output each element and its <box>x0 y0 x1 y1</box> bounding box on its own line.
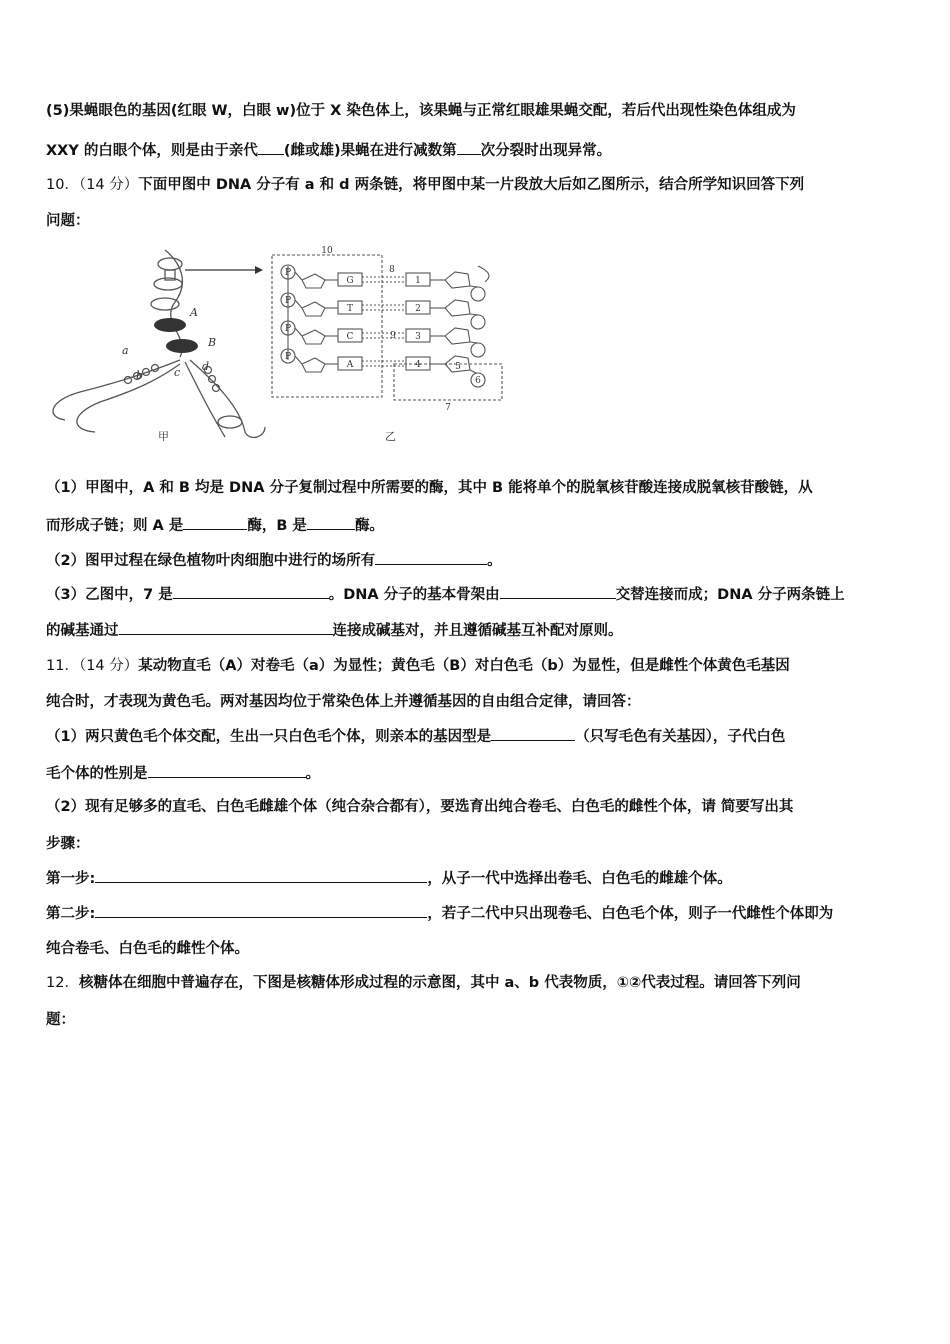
q11-step1: 第一步: ，从子一代中选择出卷毛、白色毛的雌雄个体。 <box>46 868 732 889</box>
figure-yi <box>272 255 502 400</box>
label-a: a <box>122 344 129 357</box>
q11-p2-line1: （2）现有足够多的直毛、白色毛雌雄个体（纯合杂合都有），要选育出纯合卷毛、白色毛的雌性个体，请 简要写出其 <box>46 799 794 815</box>
q10-p1-line2: 而形成子链；则 A 是 酶，B 是 酶。 <box>46 515 384 536</box>
phosphate-label: P <box>284 352 292 362</box>
answer-blank[interactable] <box>491 726 575 741</box>
base-label: T <box>346 304 354 314</box>
answer-blank[interactable] <box>307 515 355 530</box>
enzyme-B <box>166 339 198 353</box>
answer-blank[interactable] <box>95 868 427 883</box>
label-6: 6 <box>475 376 481 386</box>
answer-blank[interactable] <box>173 584 329 599</box>
q12-stem-line1: 12．核糖体在细胞中普遍存在，下图是核糖体形成过程的示意图，其中 a、b 代表物质，①②代表过程。请回答下列问 <box>46 975 801 991</box>
base-label: G <box>346 276 354 286</box>
label-8: 8 <box>389 265 395 275</box>
q10-p1-line1: （1）甲图中，A 和 B 均是 DNA 分子复制过程中所需要的酶，其中 B 能将单个的脱氧核苷酸连接成脱氧核苷酸链，从 <box>46 480 813 496</box>
question-number: 11．（14 分） <box>46 658 139 674</box>
label-A: A <box>190 306 198 319</box>
answer-blank[interactable] <box>183 515 247 530</box>
label-jia: 甲 <box>158 430 169 443</box>
q9-line1: (5)果蝇眼色的基因(红眼 W，白眼 w)位于 X 染色体上，该果蝇与正常红眼雄果蝇交配，若后代出现性染色体组成为 <box>46 103 796 119</box>
q11-p2-line2: 步骤： <box>46 836 90 852</box>
q11-step2: 第二步: ，若子二代中只出现卷毛、白色毛个体，则子一代雌性个体即为 <box>46 903 833 924</box>
label-c: c <box>174 366 181 379</box>
base-label: 3 <box>415 332 421 342</box>
q11-p1-line2: 毛个体的性别是 。 <box>46 763 320 784</box>
base-label: A <box>346 360 354 370</box>
question-number: 12． <box>46 975 79 991</box>
base-label: C <box>346 332 354 342</box>
answer-blank[interactable] <box>375 550 487 565</box>
answer-blank[interactable] <box>95 903 427 918</box>
q11-p1-line1: （1）两只黄色毛个体交配，生出一只白色毛个体，则亲本的基因型是 （只写毛色有关基因），子代白色 <box>46 726 785 747</box>
figure-jia <box>53 250 265 437</box>
label-7: 7 <box>445 403 451 413</box>
q12-stem-line2: 题： <box>46 1012 75 1028</box>
base-label: 1 <box>415 276 421 286</box>
phosphate-label: P <box>284 268 292 278</box>
q11-stem-line1: 11．（14 分）某动物直毛（A）对卷毛（a）为显性；黄色毛（B）对白色毛（b）为显性，但是雌性个体黄色毛基因 <box>46 658 790 674</box>
phosphate-label: P <box>284 324 292 334</box>
q9-line2: XXY 的白眼个体，则是由于亲代 (雌或雄)果蝇在进行减数第 次分裂时出现异常。 <box>46 140 611 161</box>
label-5: 5 <box>455 362 461 372</box>
dna-replication-figure <box>40 242 520 452</box>
label-10: 10 <box>321 246 333 256</box>
q10-p3-line2: 的碱基通过 连接成碱基对，并且遵循碱基互补配对原则。 <box>46 620 623 641</box>
answer-blank[interactable] <box>258 140 284 155</box>
label-B: B <box>208 336 217 349</box>
q10-p3-line1: （3）乙图中，7 是 。DNA 分子的基本骨架由 交替连接而成；DNA 分子两条链上 <box>46 584 845 605</box>
question-number: 10．（14 分） <box>46 177 139 193</box>
q10-stem-line2: 问题： <box>46 213 90 229</box>
q10-p2: （2）图甲过程在绿色植物叶肉细胞中进行的场所有 。 <box>46 550 502 571</box>
q11-stem-line2: 纯合时，才表现为黄色毛。两对基因均位于常染色体上并遵循基因的自由组合定律，请回答： <box>46 694 641 710</box>
answer-blank[interactable] <box>500 584 616 599</box>
phosphate-label: P <box>284 296 292 306</box>
answer-blank[interactable] <box>457 140 481 155</box>
enzyme-A <box>154 318 186 332</box>
answer-blank[interactable] <box>119 620 333 635</box>
base-label: 4 <box>415 360 421 370</box>
base-label: 2 <box>415 304 421 314</box>
label-d: d <box>202 360 210 373</box>
answer-blank[interactable] <box>148 763 306 778</box>
label-b: b <box>136 369 144 382</box>
label-yi: 乙 <box>385 430 396 443</box>
label-9: 9 <box>390 331 396 341</box>
q11-step2-line2: 纯合卷毛、白色毛的雌性个体。 <box>46 941 249 957</box>
q10-stem-line1: 10．（14 分）下面甲图中 DNA 分子有 a 和 d 两条链，将甲图中某一片段放大后如乙图所示，结合所学知识回答下列 <box>46 177 805 193</box>
